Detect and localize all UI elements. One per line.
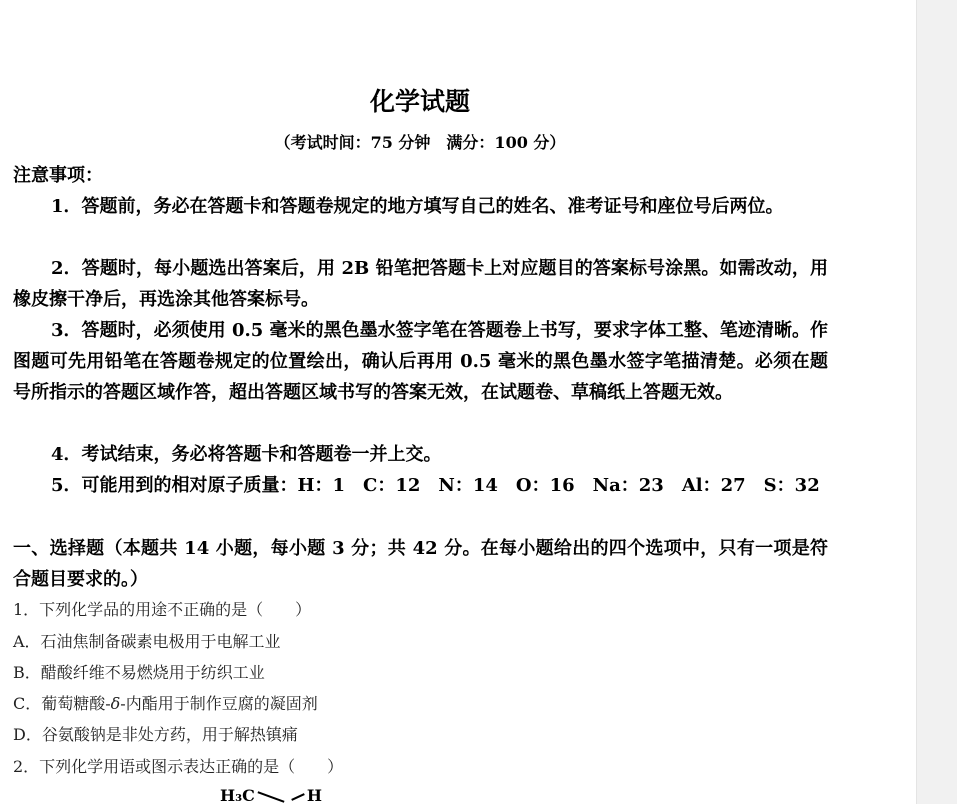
option-d: D．谷氨酸钠是非处方药，用于解热镇痛 [13, 725, 298, 744]
notice-item: 1．答题前，务必在答题卡和答题卷规定的地方填写自己的姓名、准考证号和座位号后两位。 [51, 196, 784, 217]
option-b: B．醋酸纤维不易燃烧用于纺织工业 [13, 663, 265, 682]
bond-line [257, 791, 284, 802]
notice-item: 5．可能用到的相对原子质量：H：1 C：12 N：14 O：16 Na：23 Al：27 S：32 [51, 475, 820, 496]
delta-symbol: δ [110, 694, 121, 713]
notice-heading: 注意事项： [13, 165, 103, 186]
option-c-text-end: -内酯用于制作豆腐的凝固剂 [120, 694, 318, 713]
option-c-text-start: C．葡萄糖酸- [13, 694, 111, 713]
notice-item: 3．答题时，必须使用 0.5 毫米的黑色墨水签字笔在答题卷上书写，要求字体工整、笔迹清晰。作图题可先用铅笔在答题卷规定的位置绘出，确认后再用 0.5 毫米的黑色墨水签字笔描清楚。必须在题号所指示的答题区域作答，超出答题区域书写的答案无效，在试题卷、草稿纸上答题无效。 [13, 320, 828, 403]
page-title: 化学试题 [369, 87, 470, 116]
formula-methyl: H₃C [220, 786, 255, 804]
notice-item: 2．答题时，每小题选出答案后，用 2B 铅笔把答题卡上对应题目的答案标号涂黑。如需改动，用橡皮擦干净后，再选涂其他答案标号。 [13, 258, 828, 310]
question-1: 1．下列化学品的用途不正确的是（ ） [13, 600, 312, 619]
bond-line [291, 793, 305, 801]
question-2: 2．下列化学用语或图示表达正确的是（ ） [13, 757, 344, 776]
option-c [13, 692, 828, 716]
option-a: A．石油焦制备碳素电极用于电解工业 [13, 632, 281, 651]
structural-formula-fragment [220, 784, 322, 804]
vertical-scrollbar[interactable] [916, 0, 957, 804]
formula-hydrogen: H [306, 786, 322, 804]
section-heading: 一、选择题（本题共 14 小题，每小题 3 分；共 42 分。在每小题给出的四个选项中，只有一项是符合题目要求的。） [13, 538, 828, 590]
exam-info: （考试时间：75 分钟 满分：100 分） [274, 133, 566, 152]
notice-item: 4．考试结束，务必将答题卡和答题卷一并上交。 [51, 444, 442, 465]
